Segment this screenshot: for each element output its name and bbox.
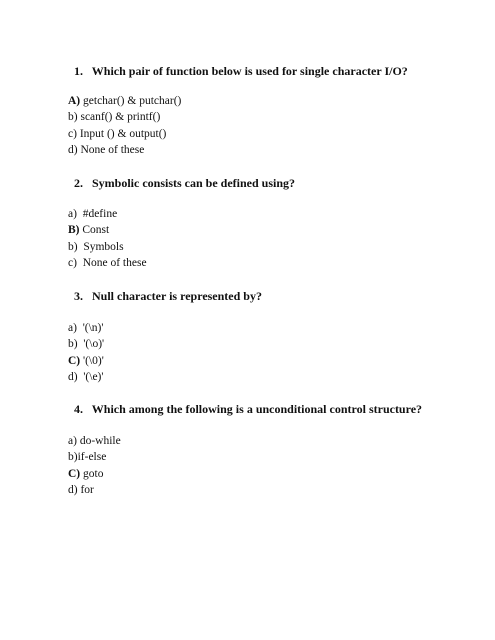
option-c <box>68 239 147 255</box>
option-text: '(\0)' <box>80 354 104 367</box>
question-number: 3. <box>74 289 83 303</box>
option-marker: a) <box>68 435 77 447</box>
option-marker: b) <box>68 111 78 124</box>
option-marker: A) <box>68 95 81 107</box>
question-text: Which pair of function below is used for single character I/O? <box>91 64 408 78</box>
option-text: Const <box>79 224 110 237</box>
option-b <box>68 109 181 125</box>
question-2-heading <box>74 176 295 190</box>
option-text: '(\n)' <box>76 322 104 334</box>
question-3-options <box>68 320 104 386</box>
question-1-options <box>68 93 181 159</box>
option-text: '(\e)' <box>77 371 104 384</box>
option-marker: b) <box>68 338 78 351</box>
question-text: Symbolic consists can be defined using? <box>92 176 296 190</box>
option-a <box>68 320 104 336</box>
option-marker: a) <box>68 208 77 220</box>
option-a <box>68 206 147 222</box>
option-text: None of these <box>76 257 147 270</box>
option-marker: B) <box>68 224 80 237</box>
option-marker: c) <box>68 127 77 140</box>
option-text: scanf() & printf() <box>77 111 161 124</box>
option-text: #define <box>76 208 118 220</box>
question-text: Which among the following is a unconditional control structure? <box>91 402 423 416</box>
option-marker: b) <box>68 240 78 253</box>
option-b <box>68 336 104 352</box>
option-marker: C) <box>68 467 81 480</box>
option-marker: c) <box>68 257 77 270</box>
option-text: do-while <box>76 435 121 447</box>
option-d <box>68 142 181 158</box>
question-number: 4. <box>74 402 83 416</box>
question-1-heading <box>74 64 408 78</box>
option-text: for <box>77 484 94 497</box>
option-marker: d) <box>68 484 78 497</box>
option-c <box>68 126 181 142</box>
question-3-heading <box>74 289 262 303</box>
option-text: getchar() & putchar() <box>80 95 182 107</box>
option-a <box>68 93 181 109</box>
option-marker: d) <box>68 371 78 384</box>
option-marker: d) <box>68 144 78 157</box>
question-number: 1. <box>74 64 83 78</box>
option-a <box>68 433 121 449</box>
option-b <box>68 222 147 238</box>
option-marker: a) <box>68 322 77 334</box>
option-d <box>68 482 121 498</box>
option-text: Symbols <box>77 240 124 253</box>
option-text: if-else <box>77 451 107 464</box>
option-d <box>68 255 147 271</box>
question-2-options <box>68 206 147 272</box>
question-4-heading <box>74 402 422 416</box>
question-4-options <box>68 433 121 499</box>
option-text: Input () & output() <box>76 127 167 140</box>
question-number: 2. <box>74 176 83 190</box>
option-c <box>68 466 121 482</box>
option-b <box>68 449 121 465</box>
option-text: goto <box>80 467 104 480</box>
option-marker: b) <box>68 451 78 464</box>
option-text: '(\o)' <box>77 338 105 351</box>
option-d <box>68 369 104 385</box>
option-c <box>68 353 104 369</box>
question-text: Null character is represented by? <box>92 289 262 303</box>
option-text: None of these <box>77 144 145 157</box>
option-marker: C) <box>68 354 81 367</box>
